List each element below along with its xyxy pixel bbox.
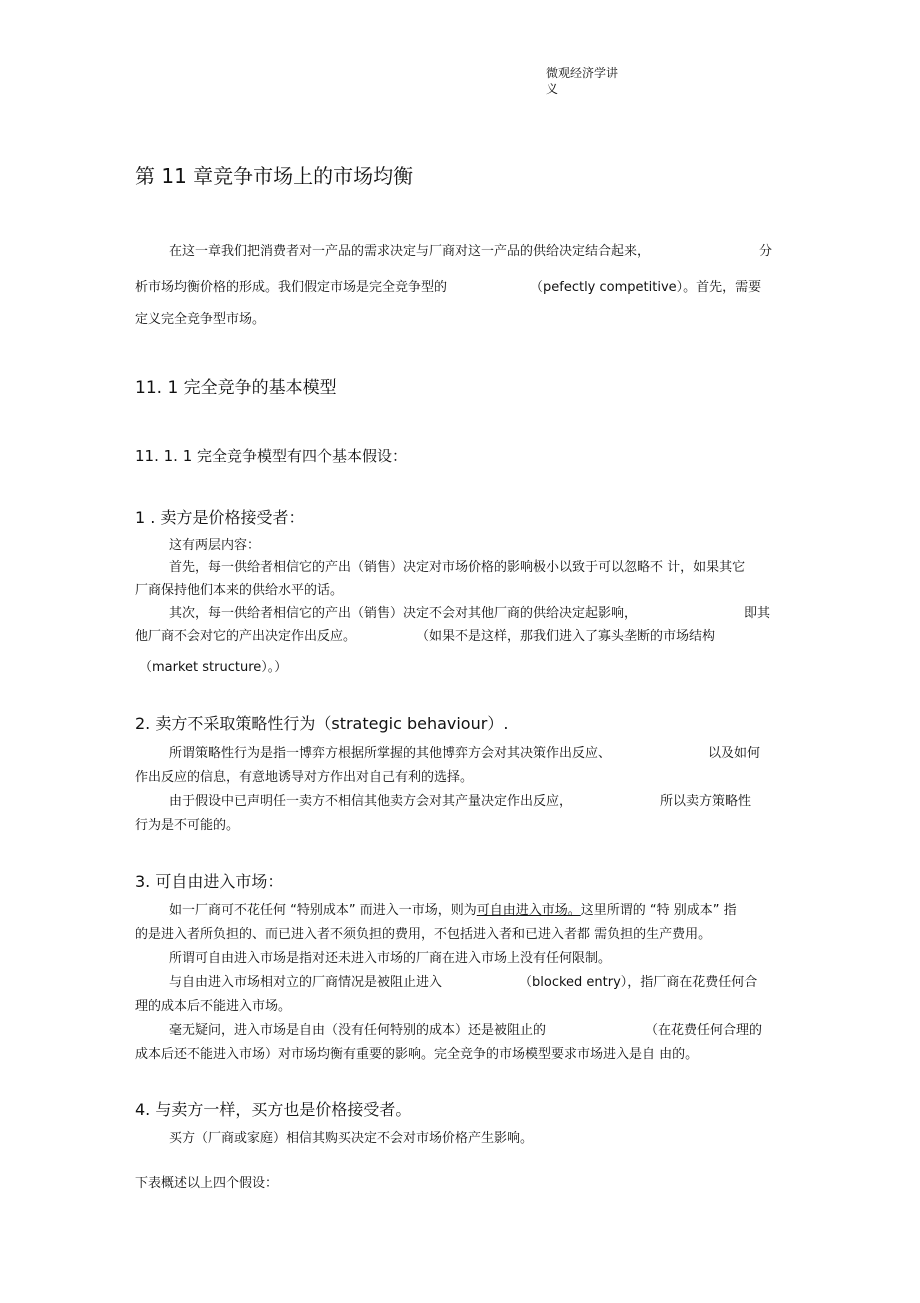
intro-line-2b: （pefectly competitive）。首先，需要 xyxy=(530,280,762,295)
assumption-2-line-3b: 所以卖方策略性 xyxy=(660,794,752,809)
assumption-3-line-6a: 毫无疑问，进入市场是自由（没有任何特别的成本）还是被阻止的 xyxy=(169,1023,547,1038)
assumption-1-line-4b: 即其 xyxy=(744,606,771,621)
assumption-3-line-4a: 与自由进入市场相对立的厂商情况是被阻止进入 xyxy=(169,975,443,990)
assumption-1-line-2: 首先，每一供给者相信它的产出（销售）决定对市场价格的影响极小以致于可以忽略不 计，如果其它 xyxy=(169,560,746,575)
header-title-line2: 义 xyxy=(546,82,559,96)
table-intro-line: 下表概述以上四个假设： xyxy=(135,1176,279,1191)
intro-line-1b: 分 xyxy=(759,244,773,259)
assumption-3-line-5: 理的成本后不能进入市场。 xyxy=(135,999,292,1014)
assumption-2-line-2: 作出反应的信息，有意地诱导对方作出对自己有利的选择。 xyxy=(135,770,474,785)
assumption-3-line-4b: （blocked entry），指厂商在花费任何合 xyxy=(519,975,758,990)
assumption-3-heading: 3. 可自由进入市场： xyxy=(135,872,284,891)
assumption-2-line-4: 行为是不可能的。 xyxy=(135,818,240,833)
assumption-3-line-1a: 如一厂商可不花任何 “特别成本” 而进入一市场，则为 xyxy=(169,903,477,918)
assumption-2-line-1b: 以及如何 xyxy=(708,746,761,761)
intro-line-2a: 析市场均衡价格的形成。我们假定市场是完全竞争型的 xyxy=(135,280,448,295)
assumption-2-line-3a: 由于假设中已声明任一卖方不相信其他卖方会对其产量决定作出反应， xyxy=(169,794,573,809)
assumption-3-line-6b: （在花费任何合理的 xyxy=(645,1023,763,1038)
assumption-1-line-5b: （如果不是这样，那我们进入了寡头垄断的市场结构 xyxy=(416,629,716,644)
assumption-1-line-6: （market structure）。） xyxy=(139,660,288,675)
chapter-title: 第 11 章竞争市场上的市场均衡 xyxy=(135,164,414,188)
assumption-3-line-7: 成本后还不能进入市场）对市场均衡有重要的影响。完全竞争的市场模型要求市场进入是自 由的。 xyxy=(135,1047,699,1062)
intro-line-1a: 在这一章我们把消费者对一产品的需求决定与厂商对这一产品的供给决定结合起来， xyxy=(169,244,651,259)
assumption-1-line-4a: 其次，每一供给者相信它的产出（销售）决定不会对其他厂商的供给决定起影响， xyxy=(169,606,638,621)
header-title-line1: 微观经济学讲 xyxy=(546,66,619,80)
assumption-3-line-1 xyxy=(169,899,737,918)
subsection-title: 11. 1. 1 完全竞争模型有四个基本假设： xyxy=(135,447,408,465)
assumption-3-line-1b: 这里所谓的 “特 别成本” 指 xyxy=(580,903,737,918)
assumption-1-heading: 1 . 卖方是价格接受者： xyxy=(135,508,305,527)
assumption-3-line-2: 的是进入者所负担的、而已进入者不须负担的费用，不包括进入者和已进入者都 需负担的生产费用。 xyxy=(135,927,712,942)
assumption-1-line-5a: 他厂商不会对它的产出决定作出反应。 xyxy=(135,629,357,644)
assumption-2-heading: 2. 卖方不采取策略性行为（strategic behaviour）. xyxy=(135,714,509,733)
section-title: 11. 1 完全竞争的基本模型 xyxy=(135,378,337,398)
free-entry-term: 可自由进入市场。 xyxy=(476,903,581,918)
assumption-1-line-1: 这有两层内容： xyxy=(169,538,261,553)
assumption-1-line-3: 厂商保持他们本来的供给水平的话。 xyxy=(135,583,344,598)
assumption-4-heading: 4. 与卖方一样，买方也是价格接受者。 xyxy=(135,1100,412,1119)
intro-line-3: 定义完全竞争型市场。 xyxy=(135,312,266,327)
assumption-3-line-3: 所谓可自由进入市场是指对还未进入市场的厂商在进入市场上没有任何限制。 xyxy=(169,951,612,966)
assumption-4-line-1: 买方（厂商或家庭）相信其购买决定不会对市场价格产生影响。 xyxy=(169,1131,534,1146)
assumption-2-line-1a: 所谓策略性行为是指一博弈方根据所掌握的其他博弈方会对其决策作出反应、 xyxy=(169,746,612,761)
